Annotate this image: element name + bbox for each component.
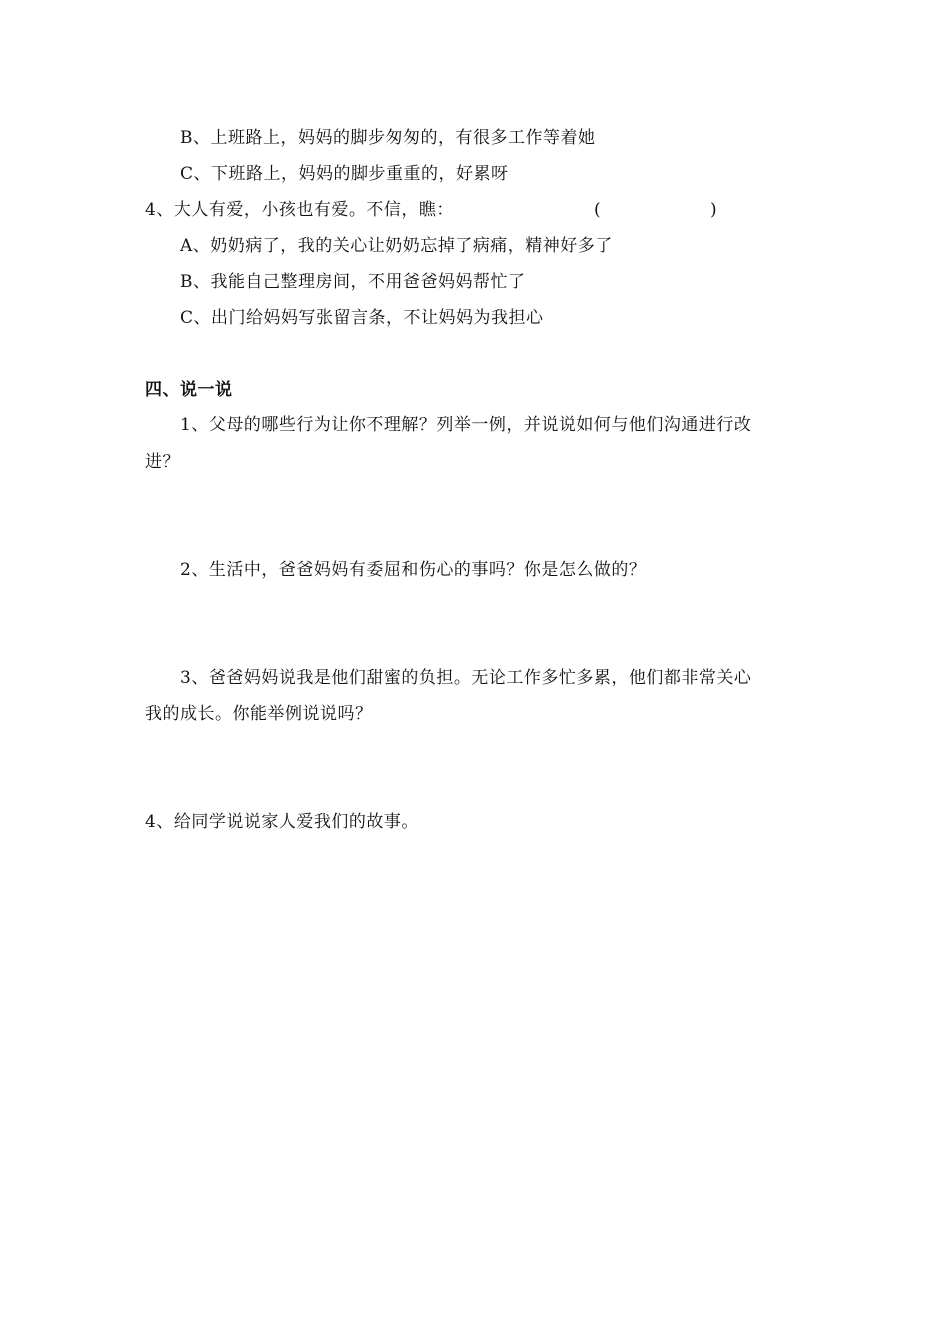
q4-option-c: C、出门给妈妈写张留言条，不让妈妈为我担心 — [180, 308, 544, 328]
s4-q2: 2、生活中，爸爸妈妈有委屈和伤心的事吗？你是怎么做的？ — [180, 560, 647, 580]
q4-question: 4、大人有爱，小孩也有爱。不信，瞧： — [145, 200, 454, 220]
q3-option-b: B、上班路上，妈妈的脚步匆匆的，有很多工作等着她 — [180, 128, 596, 148]
q3-option-c: C、下班路上，妈妈的脚步重重的，好累呀 — [180, 164, 509, 184]
s4-q3-line2: 我的成长。你能举例说说吗？ — [145, 704, 373, 724]
q4-option-a: A、奶奶病了，我的关心让奶奶忘掉了病痛，精神好多了 — [180, 236, 613, 256]
answer-paren-close: ) — [710, 200, 717, 220]
section-heading: 四、说一说 — [145, 380, 233, 400]
s4-q3-line1: 3、爸爸妈妈说我是他们甜蜜的负担。无论工作多忙多累，他们都非常关心 — [180, 668, 752, 688]
s4-q1-line1: 1、父母的哪些行为让你不理解？列举一例，并说说如何与他们沟通进行改 — [180, 415, 752, 435]
s4-q4: 4、给同学说说家人爱我们的故事。 — [145, 812, 419, 832]
s4-q1-line2: 进？ — [145, 452, 180, 472]
answer-paren-open: ( — [594, 200, 601, 220]
q4-option-b: B、我能自己整理房间，不用爸爸妈妈帮忙了 — [180, 272, 526, 292]
